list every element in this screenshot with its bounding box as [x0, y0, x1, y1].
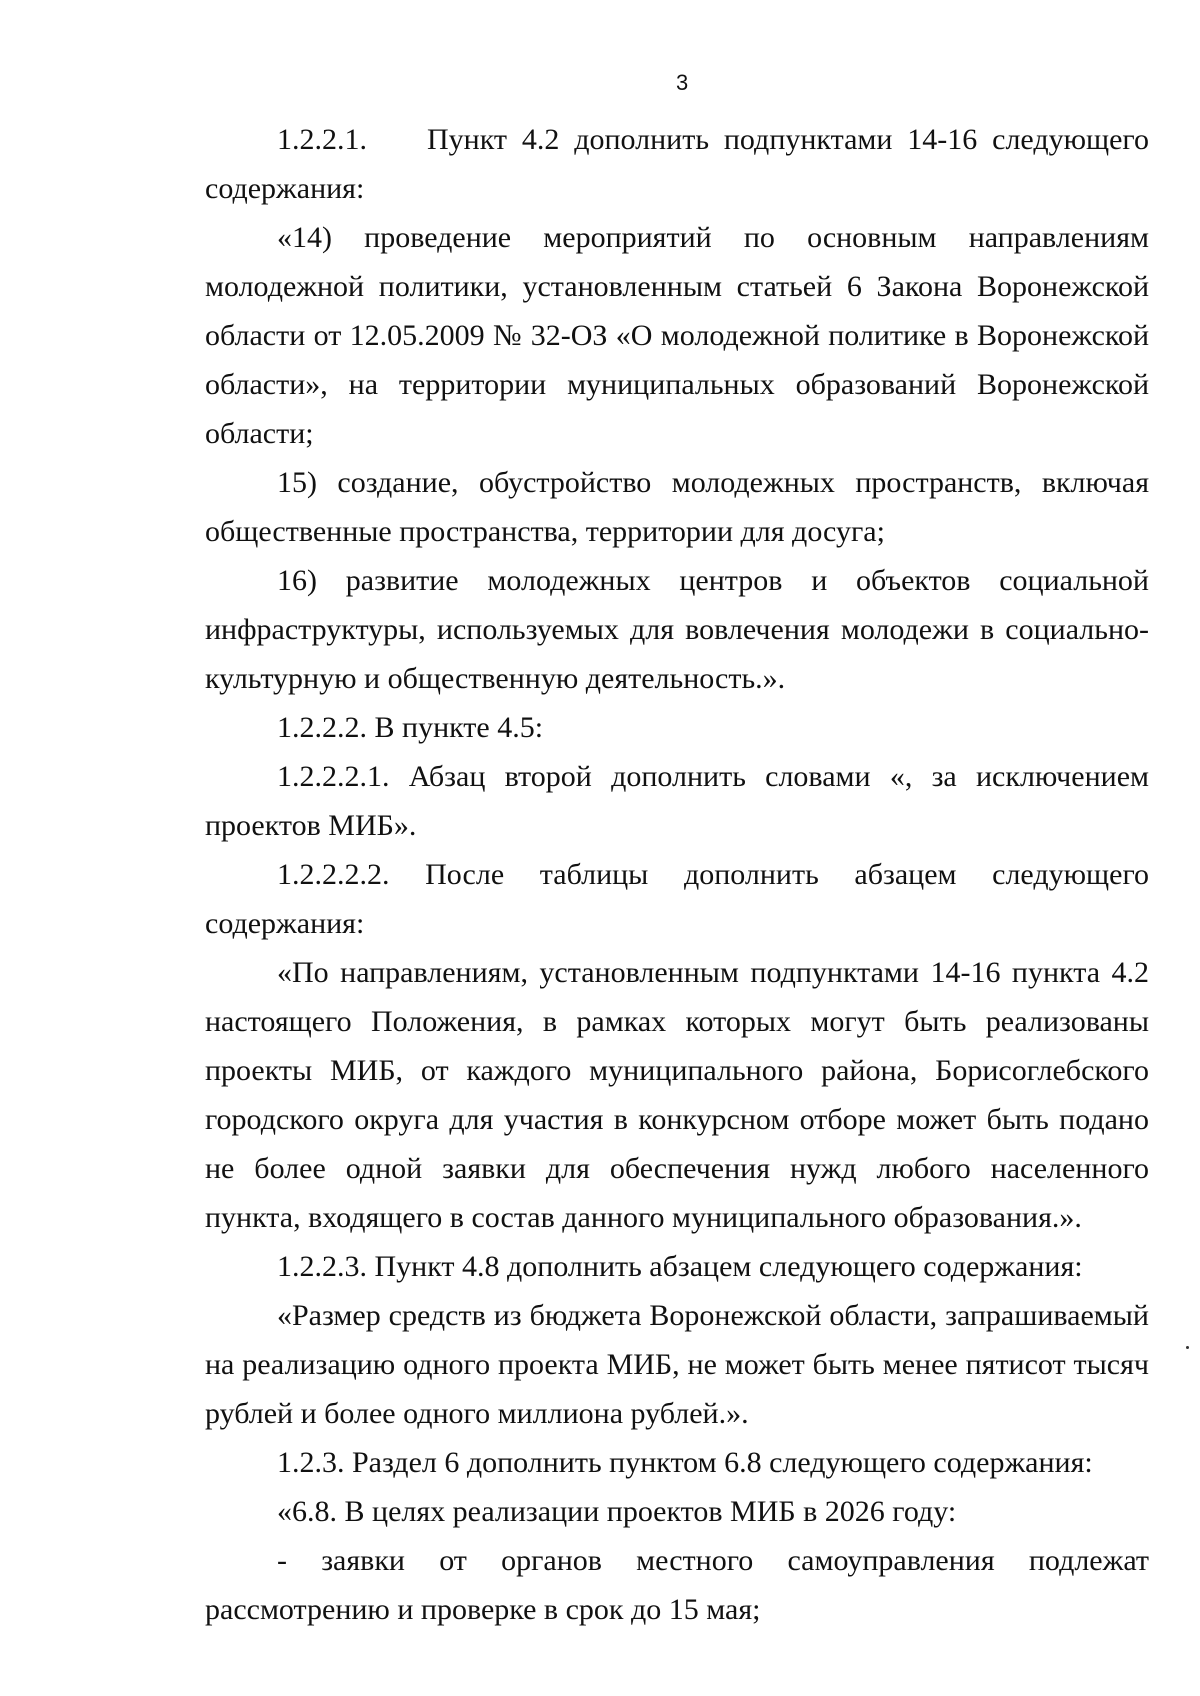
paragraph-1-2-2-1: 1.2.2.1. Пункт 4.2 дополнить подпунктами 14-16 следующего содержания:	[205, 123, 1149, 205]
paragraph-1-2-2-3: 1.2.2.3. Пункт 4.8 дополнить абзацем следующего содержания:	[277, 1250, 1083, 1283]
paragraph-applications-deadline: - заявки от органов местного самоуправления подлежат рассмотрению и проверке в срок до 15 мая;	[205, 1544, 1149, 1626]
scan-speck	[1186, 1346, 1189, 1349]
paragraph-subitem-14: «14) проведение мероприятий по основным направлениям молодежной политики, установленным статьей 6 Закона Воронежской области от 12.05.2009 № 32-ОЗ «О молодежной политике в Воронежской области», на территории муниципальных образований Воронежской области;	[205, 221, 1149, 450]
paragraph-6-8: «6.8. В целях реализации проектов МИБ в 2026 году:	[277, 1495, 957, 1528]
paragraph-1-2-2-2-2: 1.2.2.2.2. После таблицы дополнить абзацем следующего содержания:	[205, 858, 1149, 940]
paragraph-quoted-directions: «По направлениям, установленным подпунктами 14-16 пункта 4.2 настоящего Положения, в рамках которых могут быть реализованы проекты МИБ, от каждого муниципального района, Борисоглебского городского округа для участия в конкурсном отборе может быть подано не более одной заявки для обеспечения нужд любого населенного пункта, входящего в состав данного муниципального образования.».	[205, 956, 1149, 1234]
paragraph-subitem-16: 16) развитие молодежных центров и объектов социальной инфраструктуры, используемых для вовлечения молодежи в социально-культурную и общественную деятельность.».	[205, 564, 1149, 695]
page-number: 3	[676, 70, 689, 95]
paragraph-1-2-3: 1.2.3. Раздел 6 дополнить пунктом 6.8 следующего содержания:	[277, 1446, 1093, 1479]
document-body	[205, 115, 1149, 1634]
paragraph-subitem-15: 15) создание, обустройство молодежных пространств, включая общественные пространства, территории для досуга;	[205, 466, 1149, 548]
paragraph-1-2-2-2-1: 1.2.2.2.1. Абзац второй дополнить словами «, за исключением проектов МИБ».	[205, 760, 1149, 842]
paragraph-1-2-2-2: 1.2.2.2. В пункте 4.5:	[277, 711, 544, 744]
paragraph-quoted-funding: «Размер средств из бюджета Воронежской области, запрашиваемый на реализацию одного проекта МИБ, не может быть менее пятисот тысяч рублей и более одного миллиона рублей.».	[205, 1299, 1149, 1430]
